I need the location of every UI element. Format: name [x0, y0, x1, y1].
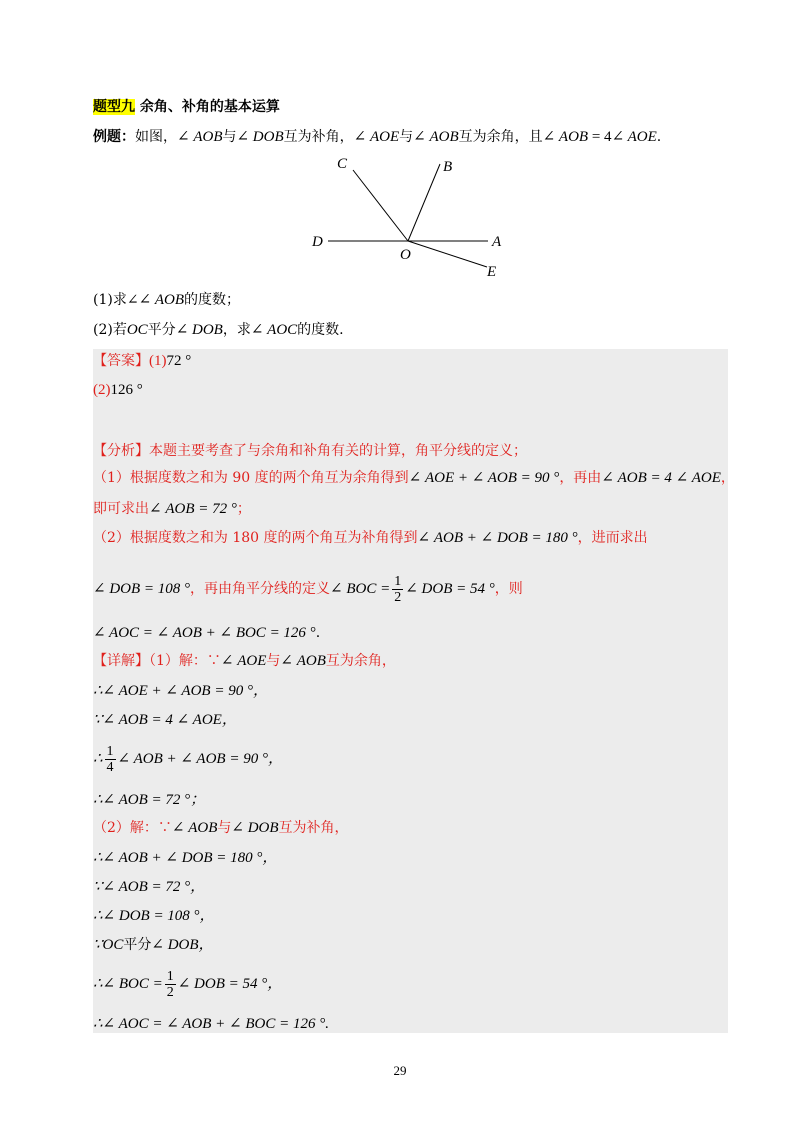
section-tag: 题型九 — [93, 99, 135, 115]
math-ray: OC — [126, 322, 148, 338]
page-number: 29 — [393, 1063, 407, 1078]
detail-line: ∵∠ AOB = 72 °， — [93, 879, 206, 895]
detail-line: ∵∠ AOB = 4 ∠ AOE， — [93, 712, 237, 728]
math-angle: ∠ DOB， — [151, 937, 214, 953]
detail-line-fraction — [93, 743, 283, 775]
angle-figure — [300, 150, 520, 285]
answer-value: 72 ° — [166, 353, 192, 369]
answer-line-1 — [93, 351, 191, 371]
analysis-text: ； — [236, 501, 251, 517]
therefore-symbol: ∴ — [93, 751, 103, 767]
detail-text: 互为余角， — [325, 653, 396, 669]
detail-line: ∴∠ AOB + ∠ DOB = 180 °， — [93, 850, 278, 866]
question-text: 的度数. — [297, 322, 344, 338]
answer-prefix: (1) — [149, 353, 167, 369]
example-text: 如图， — [135, 129, 177, 145]
fraction-numerator: 1 — [166, 968, 174, 984]
example-statement — [93, 127, 661, 147]
example-text: 互为余角，且 — [458, 129, 543, 145]
detail-text: （1）解：∵ — [149, 653, 221, 669]
question-text: ，求 — [222, 322, 251, 338]
analysis-p1 — [93, 468, 735, 488]
analysis-text: （1）根据度数之和为 90 度的两个角互为余角得到 — [93, 470, 409, 486]
math-angle: ∠ AOE — [611, 129, 657, 145]
example-text: 与 — [399, 129, 414, 145]
analysis-text: ，进而求出 — [577, 530, 648, 546]
ray-oe — [408, 241, 487, 267]
math-expression: ∠ AOB + ∠ DOB = 180 ° — [417, 530, 578, 546]
because-symbol: ∵ — [93, 937, 103, 953]
math-angle: ∠ AOB — [413, 129, 459, 145]
math-angle: ∠ AOB — [177, 129, 223, 145]
math-angle: ∠ AOB — [171, 820, 218, 836]
analysis-text: ， — [720, 470, 735, 486]
math-expression: ∠ AOB = 4 ∠ AOE — [601, 470, 721, 486]
label-a: A — [492, 234, 502, 250]
question-1 — [93, 290, 240, 310]
analysis-p1b — [93, 499, 251, 519]
detail-line-bisector — [93, 935, 214, 955]
math-expression: ∠ AOB + ∠ AOB = 90 °， — [117, 751, 283, 767]
detail-text: 互为补角， — [278, 820, 349, 836]
analysis-text: . — [315, 625, 321, 641]
math-ray: OC — [102, 937, 124, 953]
label-c: C — [337, 156, 348, 172]
example-text: . — [656, 129, 662, 145]
question-2 — [93, 320, 344, 340]
example-label: 例题： — [93, 129, 135, 145]
fraction — [105, 744, 116, 775]
fraction — [392, 574, 403, 605]
question-text: (2)若 — [93, 322, 127, 338]
label-d: D — [312, 234, 323, 250]
detail-text: 平分 — [123, 937, 152, 953]
math-angle: ∠ DOB — [175, 322, 223, 338]
section-heading — [93, 97, 280, 117]
math-expression: ∠ AOE + ∠ AOB = 90 ° — [408, 470, 560, 486]
detail-line: ∴∠ AOB = 72 °； — [93, 792, 206, 808]
analysis-label: 【分析】 — [93, 443, 149, 459]
math-angle: ∠ AOE — [220, 653, 267, 669]
math-expression: ∠ AOB = 72 ° — [149, 501, 237, 517]
ray-oc — [353, 170, 408, 241]
analysis-text: ，再由 — [559, 470, 602, 486]
math-expression: ∠ AOC = ∠ AOB + ∠ BOC = 126 ° — [93, 625, 316, 641]
example-text: 与 — [222, 129, 237, 145]
section-title: 余角、补角的基本运算 — [139, 99, 280, 115]
label-e: E — [487, 264, 497, 280]
math-angle: ∠ AOB — [138, 292, 185, 308]
math-expression: ∠ BOC = — [330, 581, 391, 597]
math-expression: ∠ DOB = 54 °， — [177, 976, 283, 992]
label-b: B — [443, 159, 453, 175]
answer-line-2 — [93, 380, 143, 400]
fraction-denominator: 2 — [394, 589, 402, 605]
analysis-p2b — [93, 573, 523, 605]
detail-line: ∴∠ AOC = ∠ AOB + ∠ BOC = 126 °. — [93, 1016, 329, 1032]
detail-line: ∴∠ AOE + ∠ AOB = 90 °， — [93, 683, 268, 699]
math-angle: ∠ AOC — [250, 322, 298, 338]
analysis-text: 本题主要考查了与余角和补角有关的计算，角平分线的定义； — [149, 443, 527, 459]
math-expression: ∠ DOB = 54 ° — [405, 581, 495, 597]
analysis-text: （2）根据度数之和为 180 度的两个角互为补角得到 — [93, 530, 418, 546]
math-angle: ∠ AOB — [542, 129, 589, 145]
fraction-denominator: 4 — [106, 759, 114, 775]
detail-text: 与 — [266, 653, 281, 669]
analysis-text: ，再由角平分线的定义 — [190, 581, 331, 597]
math-angle: ∠ AOB — [280, 653, 326, 669]
detail-text: 与 — [217, 820, 232, 836]
analysis-intro — [93, 441, 527, 461]
fraction-numerator: 1 — [394, 573, 402, 589]
answer-prefix: (2) — [93, 382, 111, 398]
fraction — [165, 969, 176, 1000]
ray-ob — [408, 164, 440, 241]
detail-step-1 — [93, 651, 396, 671]
question-text: 平分 — [147, 322, 176, 338]
answer-label: 【答案】 — [93, 353, 149, 369]
question-text: 的度数； — [184, 292, 241, 308]
question-text: (1)求∠ — [93, 292, 139, 308]
analysis-text: ，则 — [494, 581, 523, 597]
detail-label: 【详解】 — [93, 653, 149, 669]
detail-line-fraction — [93, 968, 282, 1000]
detail-text: （2）解：∵ — [93, 820, 172, 836]
math-expression: ∠ DOB = 108 ° — [93, 581, 191, 597]
label-o: O — [400, 247, 411, 263]
analysis-p2 — [93, 528, 648, 548]
example-text: 互为补角， — [283, 129, 354, 145]
analysis-p2c — [93, 623, 320, 643]
detail-step-2 — [93, 818, 349, 838]
math-equals: = 4 — [588, 129, 612, 145]
math-angle: ∠ AOE — [353, 129, 400, 145]
detail-line: ∴∠ DOB = 108 °， — [93, 908, 215, 924]
math-expression: ∴∠ BOC = — [93, 976, 163, 992]
answer-value: 126 ° — [110, 382, 143, 398]
math-angle: ∠ DOB — [231, 820, 279, 836]
fraction-numerator: 1 — [106, 743, 114, 759]
fraction-denominator: 2 — [166, 984, 174, 1000]
math-angle: ∠ DOB — [236, 129, 284, 145]
analysis-text: 即可求出 — [93, 501, 149, 517]
